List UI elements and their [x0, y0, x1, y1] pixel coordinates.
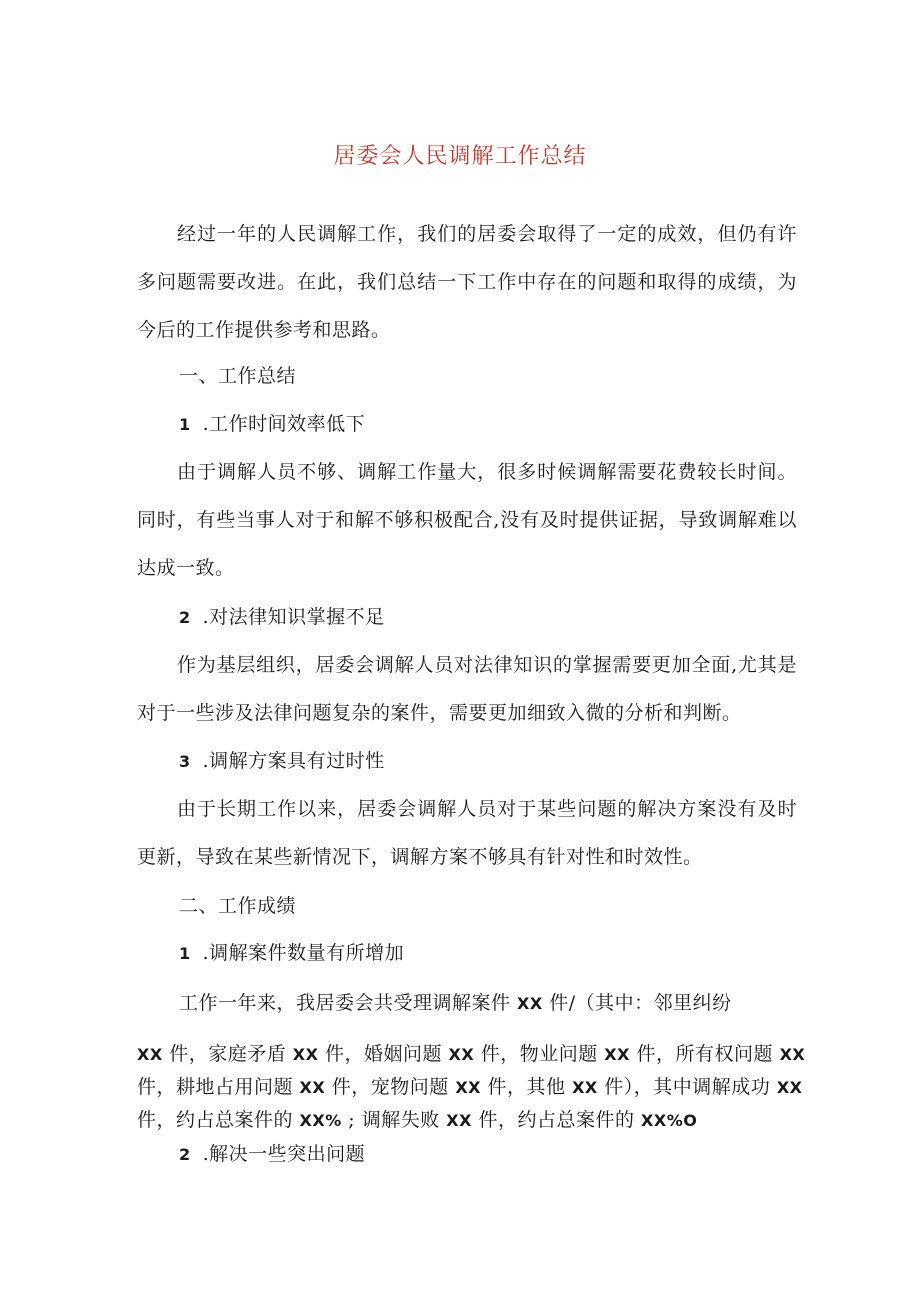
intro-paragraph: [137, 210, 797, 354]
stats-line-3: [137, 1071, 803, 1104]
item-title: .工作时间效率低下: [202, 413, 366, 435]
stats-placeholder: XX: [448, 1045, 475, 1064]
item-body-text: 由于调解人员不够、调解工作量大，很多时候调解需要花费较长时间。同时，有些当事人对于和解不够积极配合,没有及时提供证据，导致调解难以达成一致。: [137, 461, 797, 579]
item-heading-2: [179, 593, 385, 642]
item-title: .解决一些突出问题: [202, 1143, 366, 1165]
item-title: .调解案件数量有所增加: [202, 942, 405, 964]
stats-line-2: [137, 1038, 806, 1071]
stats-text: 件，物业问题: [474, 1043, 605, 1065]
item-heading-1: [179, 400, 365, 449]
stats-text: 件，其他: [480, 1076, 573, 1098]
item-heading-3: [179, 737, 385, 786]
stats-text: ; 调解失败: [341, 1109, 447, 1131]
stats-line-1: [179, 979, 732, 1028]
stats-text: 件），其中调解成功: [597, 1076, 777, 1098]
item-body-text: 作为基层组织，居委会调解人员对法律知识的掌握需要更加全面,尤其是对于一些涉及法律问题复杂的案件，需要更加细致入微的分析和判断。: [137, 654, 797, 724]
stats-placeholder: XX: [446, 1111, 472, 1130]
item-number: 1: [179, 944, 191, 963]
item-heading-4: [179, 929, 404, 978]
stats-placeholder: XX: [604, 1045, 630, 1064]
stats-text: 工作一年来，我居委会共受理调解案件: [179, 992, 518, 1014]
stats-text: 件，约占总案件的: [471, 1109, 642, 1131]
stats-placeholder: XX%O: [641, 1111, 698, 1130]
item-heading-5: [179, 1130, 365, 1179]
item-title: .调解方案具有过时性: [202, 750, 385, 772]
stats-text: 件，婚姻问题: [318, 1043, 449, 1065]
item-number: 2: [179, 1145, 191, 1164]
item-body-3: [137, 785, 797, 881]
stats-text: 件，约占总案件的: [137, 1109, 300, 1131]
stats-text: 件/（其中：邻里纠纷: [542, 992, 732, 1014]
item-body-2: [137, 641, 797, 737]
item-body-1: [137, 448, 797, 592]
stats-text: 件，所有权问题: [629, 1043, 780, 1065]
stats-placeholder: XX: [292, 1045, 319, 1064]
stats-text: 件，家庭矛盾: [162, 1043, 293, 1065]
stats-placeholder: XX: [779, 1045, 806, 1064]
stats-placeholder: XX%: [299, 1111, 342, 1130]
stats-placeholder: XX: [299, 1078, 326, 1097]
stats-paragraph: [137, 1038, 806, 1137]
stats-text: 件，耕地占用问题: [137, 1076, 300, 1098]
item-number: 3: [179, 752, 191, 771]
section-heading-summary: 一、工作总结: [179, 365, 297, 387]
stats-text: 件，宠物问题: [325, 1076, 456, 1098]
item-number: 1: [179, 415, 191, 434]
stats-placeholder: XX: [455, 1078, 481, 1097]
intro-text: 经过一年的人民调解工作，我们的居委会取得了一定的成效，但仍有许多问题需要改进。在此，我们总结一下工作中存在的问题和取得的成绩，为今后的工作提供参考和思路。: [137, 223, 797, 341]
item-title: .对法律知识掌握不足: [202, 606, 385, 628]
stats-placeholder: XX: [517, 994, 543, 1013]
section-heading-achievements: 二、工作成绩: [179, 895, 297, 917]
item-body-text: 由于长期工作以来，居委会调解人员对于某些问题的解决方案没有及时更新，导致在某些新情况下，调解方案不够具有针对性和时效性。: [137, 798, 797, 868]
item-number: 2: [179, 608, 191, 627]
page-title: 居委会人民调解工作总结: [333, 144, 587, 169]
stats-placeholder: XX: [572, 1078, 598, 1097]
stats-placeholder: XX: [137, 1045, 163, 1064]
stats-placeholder: XX: [776, 1078, 803, 1097]
